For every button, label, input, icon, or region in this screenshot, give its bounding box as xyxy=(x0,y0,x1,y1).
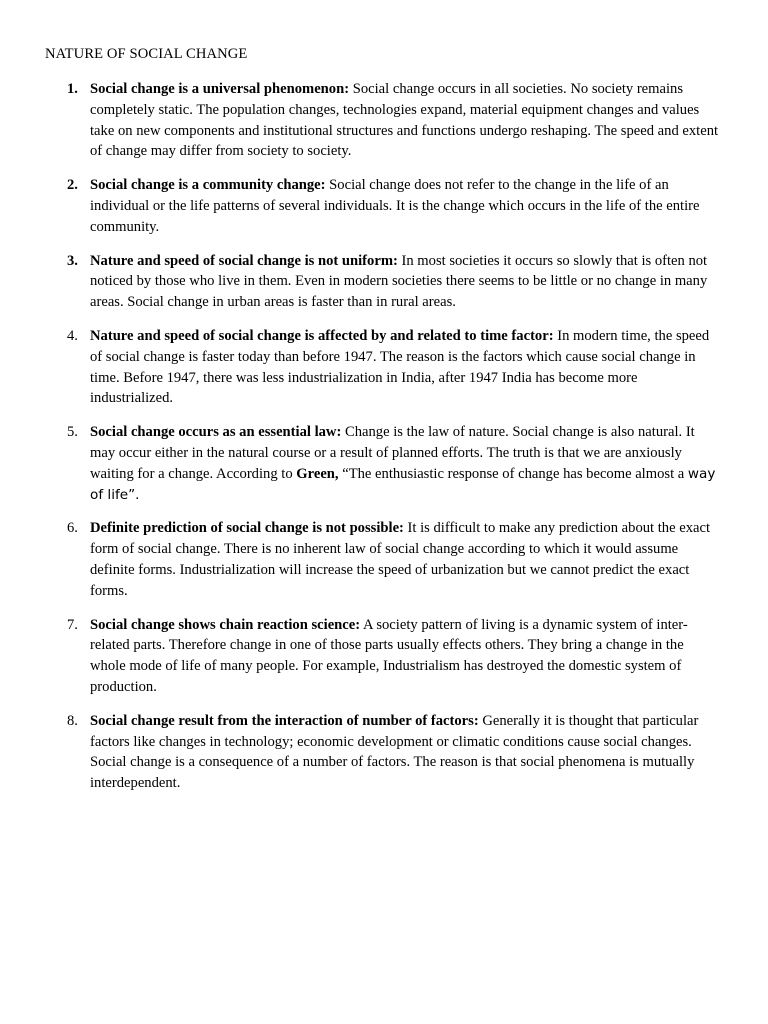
item-heading: Social change shows chain reaction science: xyxy=(90,616,361,633)
item-number: 6. xyxy=(67,520,78,537)
item-body xyxy=(90,251,722,313)
item-text: Change is the law of nature. Social change is also natural. It may occur either in the natural course or a result of planned efforts. The truth is that we are anxiously waiting for a change. According to xyxy=(90,424,695,482)
item-text: In most societies it occurs so slowly that is often not noticed by those who live in them. Even in modern societies there seems to be little or no change in many areas. Social change in urban areas is faster than in rural areas. xyxy=(90,252,708,311)
item-text: Generally it is thought that particular factors like changes in technology; economic development or climatic conditions cause social changes. Social change is a consequence of a number of factors. The reason is that social phenomena is mutually interdependent. xyxy=(90,712,699,792)
item-body xyxy=(90,615,722,698)
item-heading: Social change is a community change: xyxy=(90,177,326,194)
item-number: 8. xyxy=(67,712,78,729)
item-text: A society pattern of living is a dynamic system of inter-related parts. Therefore change in one of those parts usually effects others. They bring a change in the whole mode of life of many people. For example, Industrialism has destroyed the domestic system of production. xyxy=(90,616,688,695)
item-number: 7. xyxy=(67,616,78,633)
item-quote-tail: way of life”. xyxy=(90,465,716,503)
item-number: 2. xyxy=(67,177,78,194)
item-number: 5. xyxy=(67,424,78,441)
page-title: NATURE OF SOCIAL CHANGE xyxy=(45,46,248,62)
item-heading: Nature and speed of social change is affected by and related to time factor: xyxy=(90,327,554,344)
list-item xyxy=(0,615,768,698)
item-heading: Social change occurs as an essential law: xyxy=(90,424,342,441)
item-body xyxy=(90,711,722,794)
item-heading: Social change result from the interaction of number of factors: xyxy=(90,712,479,729)
item-body xyxy=(90,518,722,601)
item-text: In modern time, the speed of social change is faster today than before 1947. The reason is the factors which cause social change in time. Before 1947, there was less industrialization in India, after 1947 India has become more industrialized. xyxy=(90,327,710,407)
item-body xyxy=(90,422,722,505)
item-heading: Nature and speed of social change is not uniform: xyxy=(90,252,398,269)
quoted-author: Green, xyxy=(296,465,339,482)
list-item xyxy=(0,251,768,313)
list-item xyxy=(0,79,768,162)
item-number: 1. xyxy=(67,81,78,97)
item-body xyxy=(90,326,722,409)
item-body xyxy=(90,79,722,162)
list-item xyxy=(0,711,768,794)
item-text: Social change occurs in all societies. No society remains completely static. The population changes, technologies expand, material equipment changes and values take on new components and institutional structures and functions undergo reshaping. The speed and extent of change may differ from society to society. xyxy=(90,81,719,160)
numbered-list xyxy=(0,79,768,807)
list-item xyxy=(0,518,768,601)
list-item xyxy=(0,175,768,237)
item-body xyxy=(90,175,722,237)
item-text: It is difficult to make any prediction about the exact form of social change. There is no inherent law of social change according to which it would assume definite forms. Industrialization will increase the speed of urbanization but we cannot predict the exact forms. xyxy=(90,520,711,599)
item-number: 3. xyxy=(67,252,78,269)
list-item xyxy=(0,422,768,505)
item-heading: Social change is a universal phenomenon: xyxy=(90,81,350,97)
list-item xyxy=(0,326,768,409)
item-heading: Definite prediction of social change is not possible: xyxy=(90,520,404,537)
item-number: 4. xyxy=(67,327,78,344)
item-text: Social change does not refer to the change in the life of an individual or the life patterns of several individuals. It is the change which occurs in the life of the entire community. xyxy=(90,177,700,235)
item-quote: “The enthusiastic response of change has become almost a xyxy=(338,465,688,482)
